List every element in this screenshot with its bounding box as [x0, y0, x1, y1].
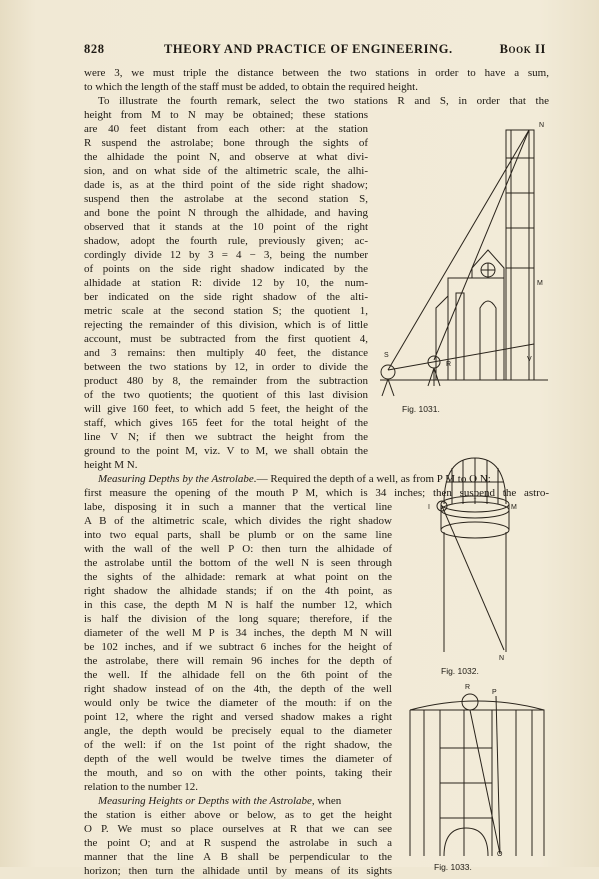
- text-line: — Required the depth of a well, as from P M to O N:: [256, 473, 491, 485]
- running-header: [84, 42, 546, 60]
- figure-label: M: [537, 280, 543, 287]
- text-line: account, must be subtracted from the first quotient 4,: [84, 333, 368, 345]
- text-line: right shadow instead of on the 4th, the depth of the well: [84, 683, 392, 695]
- text-line: staff, which gives 165 feet for the total height of the: [84, 417, 368, 429]
- text-line: of the well: if on the 1st point of the right shadow, the: [84, 739, 392, 751]
- text-line: the well. If the alhidade fell on the 6th point of the: [84, 669, 392, 681]
- section-line: [98, 795, 392, 809]
- text-line: be 102 inches, and if we subtract 6 inches for the height of: [84, 641, 392, 653]
- text-line: first measure the opening of the mouth P M, which is 34 inches; then suspend the astro-: [84, 487, 549, 499]
- text-line: line V N; if then we subtract the height from the: [84, 431, 368, 443]
- text-line: point 12, where the right and versed shadow makes a right: [84, 711, 392, 723]
- section-heading: Measuring Depths by the Astrolabe.: [98, 473, 257, 485]
- text-line: the astrolabe, there will remain 96 inches for the depth of: [84, 655, 392, 667]
- text-line: between the two stations by 12, in order to divide the: [84, 361, 368, 373]
- figure-1033-tower: [404, 688, 550, 860]
- text-line: will give 160 feet, to which add 5 feet, the height of the: [84, 403, 368, 415]
- text-line: A B of the altimetric scale, which divides the right shadow: [84, 515, 392, 527]
- text-line: height from M to N may be obtained; these stations: [84, 109, 368, 121]
- text-line: height M N.: [84, 459, 138, 471]
- figure-1032-well: [420, 452, 530, 662]
- figure-label: O: [497, 851, 503, 858]
- figure-label: R: [465, 684, 471, 691]
- figure-label: R: [446, 361, 452, 368]
- text-line: and 3 remains: then multiply 40 feet, the distance: [84, 347, 368, 359]
- text-line: were 3, we must triple the distance between the two stations in order to have a sum,: [84, 67, 549, 79]
- text-line: would only be twice the diameter of the mouth: if on the: [84, 697, 392, 709]
- page-number: 828: [84, 42, 105, 56]
- text-line: in this case, the depth M N is half the number 12, which: [84, 599, 392, 611]
- text-line: product 480 by 8, the remainder from the subtraction: [84, 375, 368, 387]
- text-line: To illustrate the fourth remark, select the two stations R and S, in order that the: [98, 95, 549, 107]
- text-line: horizon; then turn the alhidade until by means of its sights: [84, 865, 392, 877]
- figure-label: N: [499, 655, 505, 662]
- book-label: Book II: [499, 42, 546, 56]
- text-line: the sights of the alhidade: remark at what point on the: [84, 571, 392, 583]
- text-line: O P. We must so place ourselves at R that we can see: [84, 823, 392, 835]
- figure-1031-tower: [376, 118, 552, 428]
- figure-label: I: [428, 504, 430, 511]
- figure-caption: Fig. 1031.: [402, 404, 440, 414]
- running-title: THEORY AND PRACTICE OF ENGINEERING.: [164, 42, 453, 56]
- text-line: ber indicated on the side right shadow of the alti-: [84, 291, 368, 303]
- text-line: is half the division of the long square; therefore, if the: [84, 613, 392, 625]
- figure-caption: Fig. 1033.: [434, 862, 472, 872]
- text-line: shadow, adopt the fourth rule, previously given; ac-: [84, 235, 368, 247]
- text-line: the mouth, and so on with the other points, taking their: [84, 767, 392, 779]
- text-line: diameter of the well M P is 34 inches, the depth M N will: [84, 627, 392, 639]
- text-line: alhidade at station R: divide 12 by 10, the num-: [84, 277, 368, 289]
- text-line: the point O; and at R suspend the astrolabe in such a: [84, 837, 392, 849]
- text-line: observed that it stands at the 10 point of the right: [84, 221, 368, 233]
- figure-label: M: [511, 504, 517, 511]
- text-line: dade is, as at the third point of the side right shadow;: [84, 179, 368, 191]
- text-line: sion, and on what side of the altimetric scale, the alhi-: [84, 165, 368, 177]
- text-line: angle, the depth would be precisely equal to the diameter: [84, 725, 392, 737]
- text-line: rejecting the remainder of this division, which is of little: [84, 319, 368, 331]
- figure-label: S: [384, 352, 389, 359]
- text-line: the station is either above or below, as to get the height: [84, 809, 392, 821]
- text-line: depth of the well would be twelve times the diameter of: [84, 753, 392, 765]
- figure-label: V: [527, 356, 532, 363]
- text-line: the astrolabe until the bottom of the well N is seen through: [84, 557, 392, 569]
- text-line: the alhidade the point N, and observe at what divi-: [84, 151, 368, 163]
- text-line: R suspend the astrolabe; bone through the sights of: [84, 137, 368, 149]
- text-line: into two equal parts, shall be plumb or on the same line: [84, 529, 392, 541]
- text-line: with the wall of the well P O: then turn the alhidade of: [84, 543, 392, 555]
- section-heading: Measuring Heights or Depths with the Astrolabe,: [98, 795, 315, 807]
- figure-caption: Fig. 1032.: [441, 666, 479, 676]
- text-line: to which the length of the staff must be added, to obtain the required height.: [84, 81, 418, 93]
- text-line: of points on the side right shadow indicated by the: [84, 263, 368, 275]
- text-line: metric scale at the second station S; the quotient 1,: [84, 305, 368, 317]
- text-line: of the two quotients; the quotient of this last division: [84, 389, 368, 401]
- text-line: are 40 feet distant from each other: at the station: [84, 123, 368, 135]
- text-line: manner that the line A B shall be perpendicular to the: [84, 851, 392, 863]
- text-line: relation to the number 12.: [84, 781, 198, 793]
- text-line: and bone the point N through the alhidade, and having: [84, 207, 368, 219]
- text-line: cordingly divide 12 by 3 = 4 − 3, being the number: [84, 249, 368, 261]
- figure-label: P: [492, 689, 497, 696]
- text-line: right shadow the alhidade stands; if on the 4th point, as: [84, 585, 392, 597]
- text-line: ground to the point M, viz. V to M, we shall obtain the: [84, 445, 368, 457]
- text-line: when: [314, 795, 342, 807]
- text-line: suspend then the astrolabe at the second station S,: [84, 193, 368, 205]
- text-line: labe, disposing it in such a manner that the vertical line: [84, 501, 392, 513]
- figure-label: N: [539, 122, 545, 129]
